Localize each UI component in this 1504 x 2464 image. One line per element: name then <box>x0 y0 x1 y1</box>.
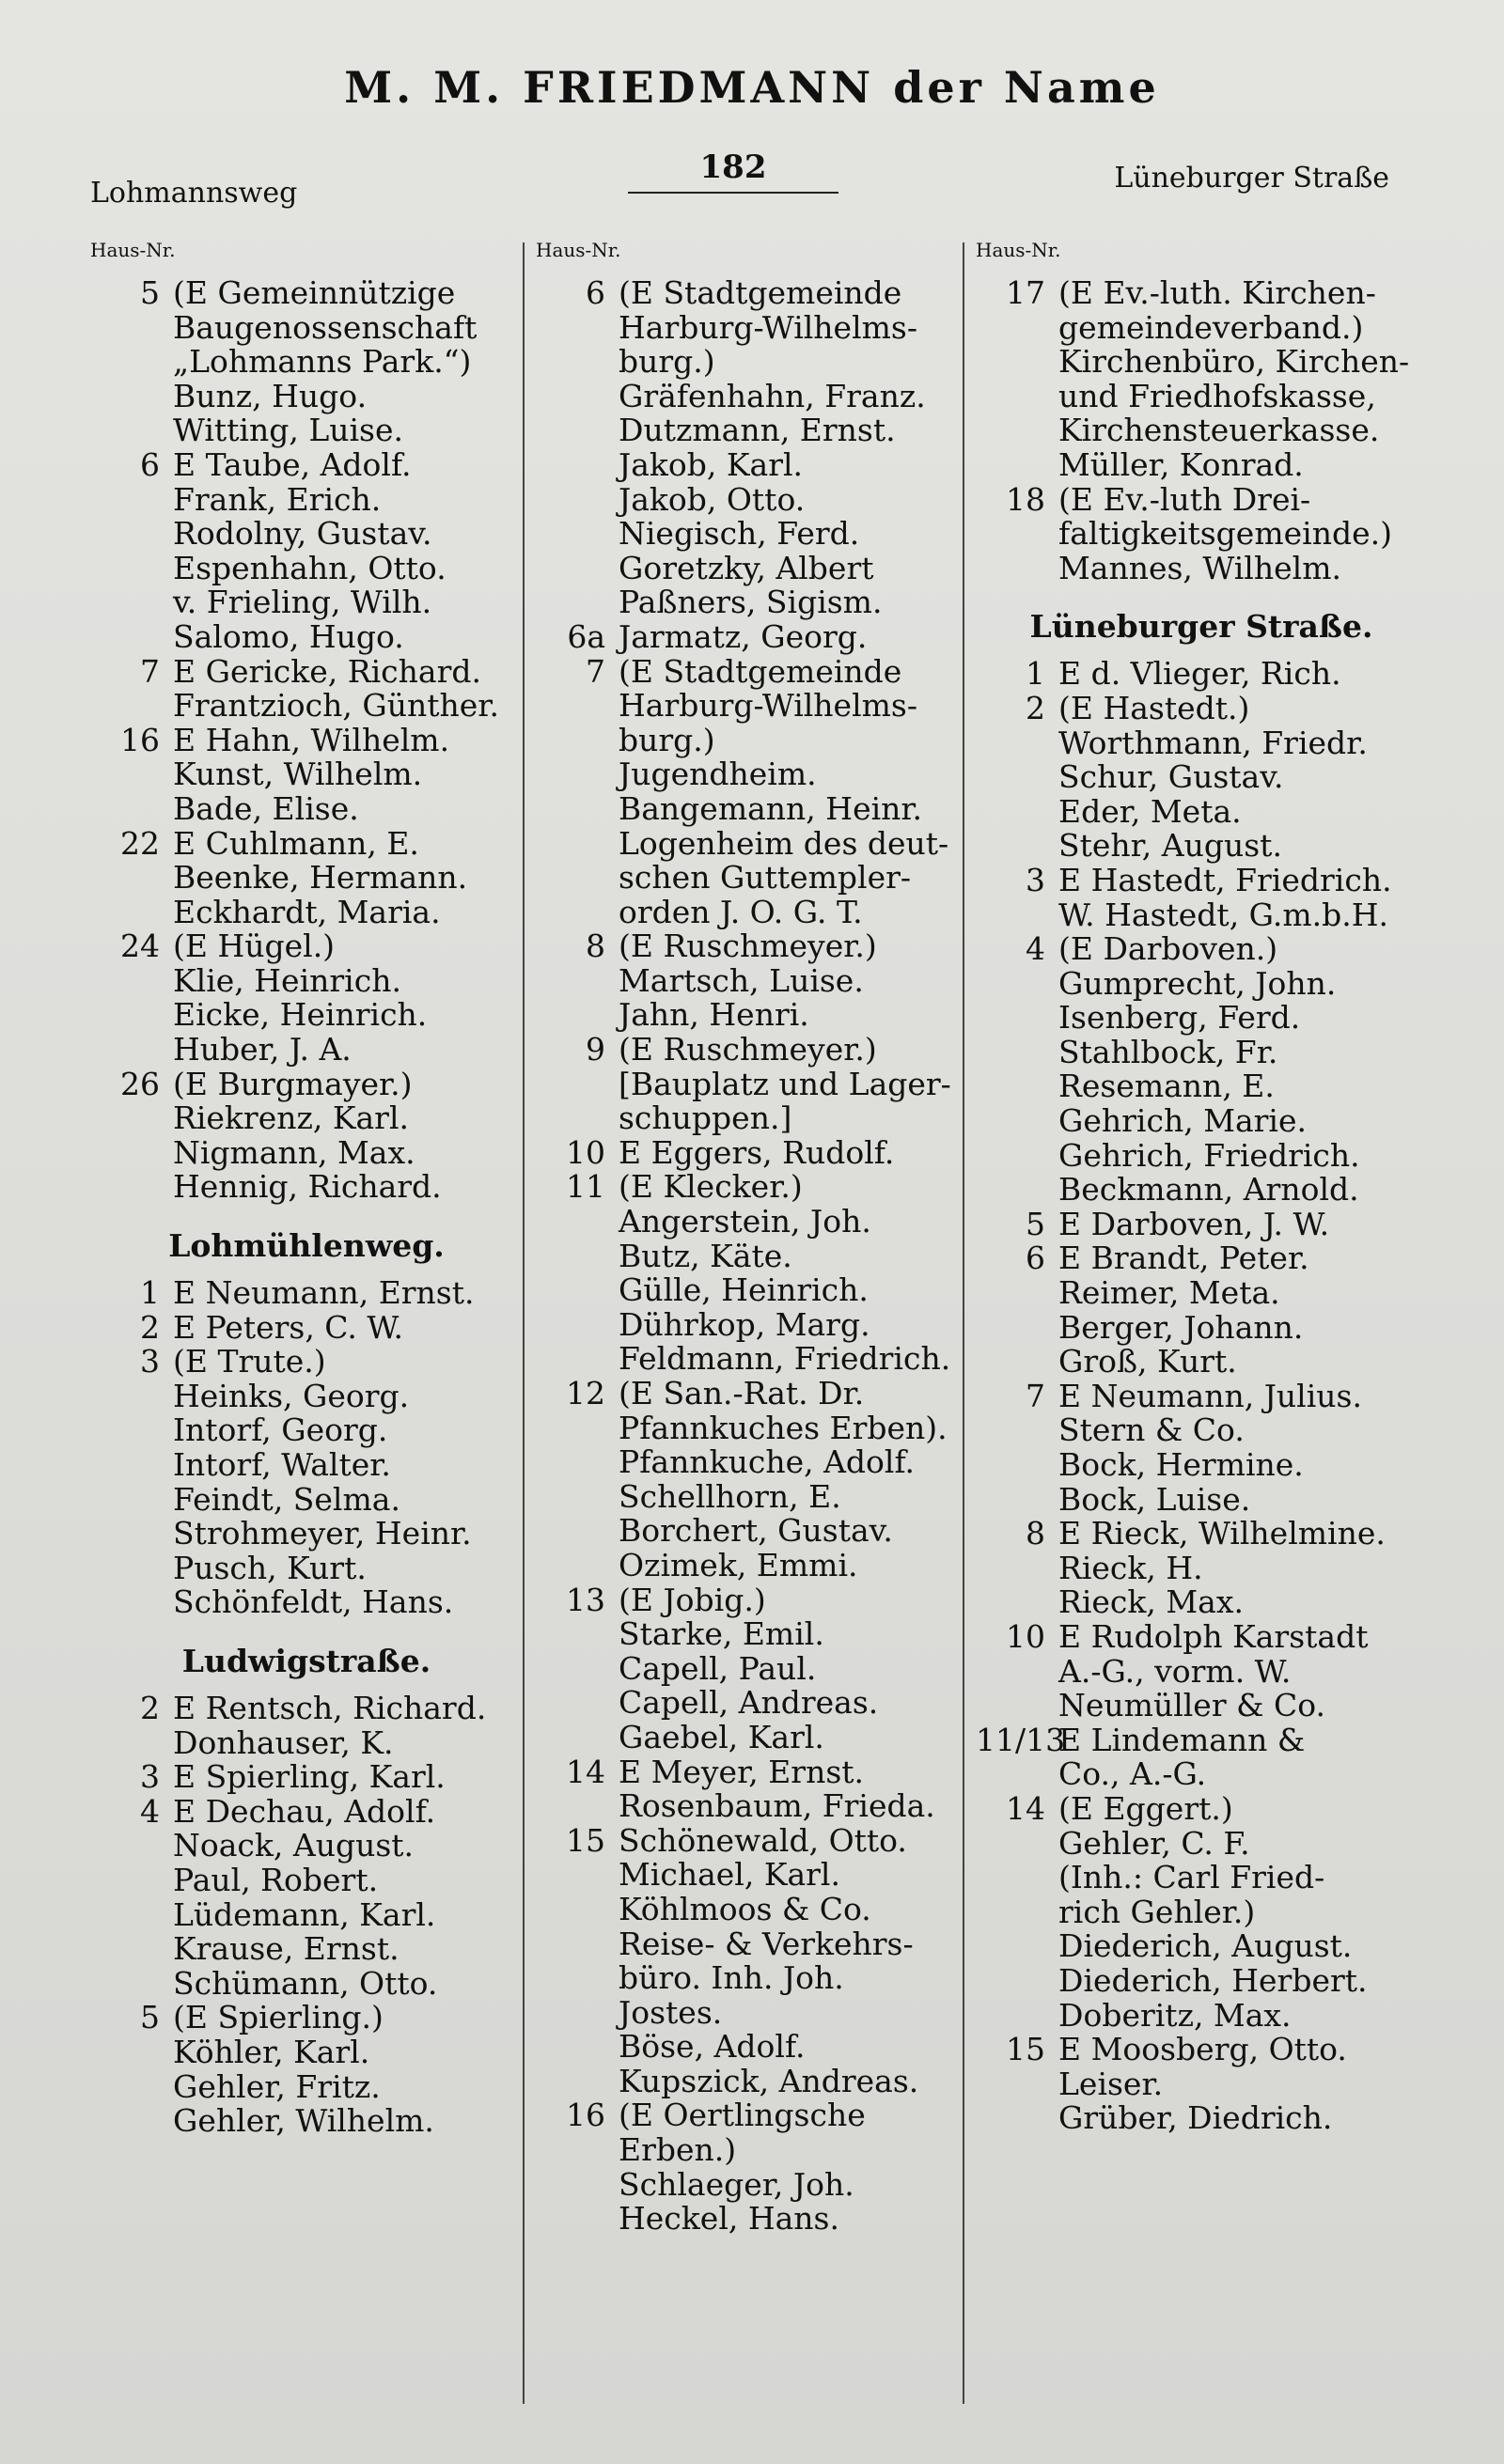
house-number: 18 <box>1006 480 1045 518</box>
resident-line: orden J. O. G. T. <box>619 893 863 930</box>
house-entry <box>90 276 523 448</box>
resident-line: Resemann, E. <box>1058 1068 1275 1105</box>
house-entry <box>90 1276 523 1311</box>
resident-line: (E Stadtgemeinde <box>619 274 902 311</box>
resident-line: Schönewald, Otto. <box>619 1821 907 1859</box>
house-entry <box>536 1170 970 1377</box>
resident-line: E Dechau, Adolf. <box>173 1792 436 1830</box>
resident-line: Erben.) <box>619 2131 737 2169</box>
resident-line: (E Oertlingsche <box>619 2097 866 2134</box>
house-number: 11 <box>566 1168 605 1206</box>
house-number: 4 <box>140 1792 160 1830</box>
resident-line: (E Hügel.) <box>173 928 336 965</box>
resident-line: E Spierling, Karl. <box>173 1758 446 1796</box>
resident-line: Espenhahn, Otto. <box>173 549 446 586</box>
resident-line: E Rieck, Wilhelmine. <box>1058 1515 1386 1552</box>
house-entry <box>536 1755 970 1824</box>
resident-line: Pfannkuche, Adolf. <box>619 1443 915 1481</box>
resident-line: Gehler, Wilhelm. <box>173 2102 434 2140</box>
street-heading: Lüneburger Straße. <box>1029 608 1373 646</box>
house-number: 1 <box>1026 655 1045 693</box>
resident-line: E Rentsch, Richard. <box>173 1689 487 1726</box>
house-number: 1 <box>140 1274 160 1312</box>
resident-line: Pfannkuches Erben). <box>619 1409 948 1446</box>
resident-line: Groß, Kurt. <box>1058 1343 1237 1380</box>
resident-line: Schümann, Otto. <box>173 1964 438 2002</box>
house-entry <box>536 929 970 1033</box>
resident-line: Bangemann, Heinr. <box>619 789 923 827</box>
house-number: 5 <box>1026 1205 1045 1242</box>
resident-line: Eder, Meta. <box>1058 792 1242 830</box>
resident-line: Krause, Ernst. <box>173 1930 400 1968</box>
resident-line: rich Gehler.) <box>1058 1893 1256 1930</box>
house-number-header: Haus-Nr. <box>976 239 1061 261</box>
resident-line: Lüdemann, Karl. <box>173 1895 436 1933</box>
house-entry <box>976 1377 1427 1518</box>
resident-line: Baugenossenschaft <box>173 308 478 346</box>
resident-line: Noack, August. <box>173 1827 415 1864</box>
resident-line: (E Ev.-luth. Kirchen- <box>1058 274 1376 311</box>
resident-line: E Moosberg, Otto. <box>1058 2031 1347 2068</box>
house-number: 24 <box>120 928 160 965</box>
resident-line: (E Ruschmeyer.) <box>619 1031 877 1068</box>
resident-line: schuppen.] <box>619 1099 792 1137</box>
resident-line: „Lohmanns Park.“) <box>173 343 472 381</box>
resident-line: W. Hastedt, G.m.b.H. <box>1058 896 1389 933</box>
resident-line: burg.) <box>619 721 715 758</box>
house-entry <box>90 2001 523 2138</box>
resident-line: (E San.-Rat. Dr. <box>619 1375 865 1411</box>
resident-line: Bock, Luise. <box>1058 1480 1251 1518</box>
resident-line: Heckel, Hans. <box>619 2200 839 2238</box>
house-entry <box>976 932 1427 1208</box>
resident-line: Köhler, Karl. <box>173 2033 370 2070</box>
house-entry <box>976 657 1427 692</box>
resident-line: E Lindemann & <box>1058 1721 1306 1758</box>
resident-line: Kirchensteuerkasse. <box>1058 412 1380 449</box>
house-entry <box>536 2098 970 2236</box>
resident-line: Jugendheim. <box>619 756 817 793</box>
house-number: 4 <box>1026 930 1045 968</box>
resident-line: (E Eggert.) <box>1058 1789 1233 1827</box>
house-entry <box>536 1583 970 1755</box>
resident-line: Schlaeger, Joh. <box>619 2165 854 2203</box>
house-number: 16 <box>566 2097 605 2134</box>
resident-line: Nigmann, Max. <box>173 1133 415 1171</box>
resident-line: Kirchenbüro, Kirchen- <box>1058 343 1410 381</box>
street-heading: Ludwigstraße. <box>181 1642 431 1679</box>
house-entry <box>976 1617 1427 1724</box>
resident-line: büro. Inh. Joh. <box>619 1959 844 1997</box>
resident-line: Jarmatz, Georg. <box>619 617 868 655</box>
resident-line: (E Burgmayer.) <box>173 1065 413 1102</box>
resident-line: (E Darboven.) <box>1058 930 1278 968</box>
house-number: 7 <box>1026 1377 1045 1414</box>
resident-line: Frantzioch, Günther. <box>173 687 499 725</box>
resident-line: Jakob, Otto. <box>619 480 806 518</box>
resident-line: Borchert, Gustav. <box>619 1512 893 1550</box>
resident-line: Schellhorn, E. <box>619 1477 841 1515</box>
house-number: 7 <box>586 652 605 690</box>
street-heading: Lohmühlenweg. <box>168 1227 445 1265</box>
resident-line: Heinks, Georg. <box>173 1377 410 1414</box>
resident-line: E d. Vlieger, Rich. <box>1058 655 1341 693</box>
house-number: 8 <box>1026 1515 1045 1552</box>
resident-line: Leiser. <box>1058 2065 1164 2102</box>
resident-line: Diederich, August. <box>1058 1927 1353 1965</box>
resident-line: Reise- & Verkehrs- <box>619 1925 914 1962</box>
house-entry <box>536 1033 970 1136</box>
house-entry <box>536 1821 970 2099</box>
house-entry <box>90 929 523 1067</box>
house-entry <box>536 1377 970 1583</box>
running-head-left: Lohmannsweg <box>90 177 298 210</box>
resident-line: E Brandt, Peter. <box>1058 1240 1309 1277</box>
resident-line: Gaebel, Karl. <box>619 1718 824 1755</box>
resident-line: Beckmann, Arnold. <box>1058 1171 1359 1209</box>
resident-line: Rodolny, Gustav. <box>173 515 432 553</box>
resident-line: Michael, Karl. <box>619 1856 840 1894</box>
house-number: 17 <box>1006 274 1045 311</box>
resident-line: Jakob, Karl. <box>619 445 804 483</box>
page-banner: M. M. FRIEDMANN der Name <box>344 62 1160 113</box>
house-entry <box>90 1308 523 1346</box>
resident-line: (E Hastedt.) <box>1058 689 1250 726</box>
resident-line: Reimer, Meta. <box>1058 1274 1280 1312</box>
resident-line: Jahn, Henri. <box>619 996 809 1034</box>
resident-line: v. Frieling, Wilh. <box>173 584 432 621</box>
resident-line: Böse, Adolf. <box>619 2028 806 2066</box>
house-number: 10 <box>566 1133 605 1171</box>
resident-line: schen Guttempler- <box>619 859 912 897</box>
resident-line: E Darboven, J. W. <box>1058 1205 1330 1242</box>
house-entry <box>90 1792 523 2002</box>
house-entry <box>976 2033 1427 2136</box>
resident-line: Harburg-Wilhelms- <box>619 687 918 725</box>
resident-line: (E Jobig.) <box>619 1581 766 1618</box>
resident-line: Stahlbock, Fr. <box>1058 1033 1278 1070</box>
resident-line: Ozimek, Emmi. <box>619 1546 858 1583</box>
resident-line: (E Gemeinnützige <box>173 274 456 311</box>
house-entry <box>90 1689 523 1761</box>
house-number: 9 <box>586 1031 605 1068</box>
house-entry <box>536 276 970 620</box>
house-number: 12 <box>566 1375 605 1411</box>
house-entry <box>90 721 523 827</box>
resident-line: Logenheim des deut- <box>619 824 949 862</box>
resident-line: Dührkop, Marg. <box>619 1305 870 1343</box>
resident-line: Bock, Hermine. <box>1058 1446 1304 1483</box>
house-number: 22 <box>120 824 160 862</box>
house-entry <box>90 824 523 930</box>
house-number: 2 <box>140 1689 160 1726</box>
resident-line: Niegisch, Ferd. <box>619 515 860 553</box>
resident-line: E Rudolph Karstadt <box>1058 1617 1369 1655</box>
resident-line: (E Trute.) <box>173 1343 326 1380</box>
resident-line: faltigkeitsgemeinde.) <box>1058 515 1392 553</box>
house-number: 6 <box>1026 1240 1045 1277</box>
resident-line: E Peters, C. W. <box>173 1308 404 1346</box>
resident-line: Doberitz, Max. <box>1058 1996 1292 2034</box>
resident-line: Intorf, Georg. <box>173 1411 388 1449</box>
resident-line: (E Klecker.) <box>619 1168 803 1206</box>
resident-line: Hennig, Richard. <box>173 1168 442 1206</box>
house-number: 14 <box>1006 1789 1045 1827</box>
column-2 <box>536 239 970 2237</box>
house-number: 5 <box>140 274 160 311</box>
house-number: 16 <box>120 721 160 758</box>
house-number: 6a <box>567 617 605 655</box>
resident-line: Gehrich, Marie. <box>1058 1102 1307 1140</box>
resident-line: E Eggers, Rudolf. <box>619 1133 895 1171</box>
resident-line: Capell, Andreas. <box>619 1684 879 1722</box>
resident-line: burg.) <box>619 343 715 381</box>
house-entry <box>976 1723 1427 1792</box>
resident-line: Capell, Paul. <box>619 1649 817 1687</box>
resident-line: E Taube, Adolf. <box>173 445 412 483</box>
resident-line: Salomo, Hugo. <box>173 617 404 655</box>
resident-line: (E Ruschmeyer.) <box>619 928 877 965</box>
resident-line: Pusch, Kurt. <box>173 1549 367 1586</box>
house-entry <box>976 1517 1427 1620</box>
resident-line: Müller, Konrad. <box>1058 445 1304 483</box>
resident-line: Gumprecht, John. <box>1058 964 1337 1002</box>
resident-line: Gräfenhahn, Franz. <box>619 377 926 414</box>
resident-line: Donhauser, K. <box>173 1723 394 1761</box>
resident-line: Kupszick, Andreas. <box>619 2062 919 2099</box>
resident-line: Paul, Robert. <box>173 1861 379 1898</box>
resident-line: [Bauplatz und Lager- <box>619 1065 951 1102</box>
house-entry <box>536 617 970 655</box>
house-entry <box>536 1133 970 1171</box>
house-entry <box>90 1760 523 1795</box>
resident-line: Köhlmoos & Co. <box>619 1890 871 1927</box>
resident-line: Butz, Käte. <box>619 1237 792 1274</box>
resident-line: Klie, Heinrich. <box>173 961 401 999</box>
house-number: 3 <box>140 1343 160 1380</box>
resident-line: E Neumann, Julius. <box>1058 1377 1362 1414</box>
house-entry <box>90 445 523 655</box>
house-number: 15 <box>1006 2031 1045 2068</box>
resident-line: Eckhardt, Maria. <box>173 893 441 930</box>
resident-line: Huber, J. A. <box>173 1031 352 1068</box>
resident-line: Grüber, Diedrich. <box>1058 2099 1333 2137</box>
resident-line: Goretzky, Albert <box>619 549 874 586</box>
house-entry <box>976 689 1427 865</box>
house-entry <box>976 861 1427 933</box>
resident-line: (E Spierling.) <box>173 1999 384 2036</box>
resident-line: Worthmann, Friedr. <box>1058 724 1368 761</box>
house-number: 2 <box>140 1308 160 1346</box>
resident-line: E Gericke, Richard. <box>173 652 481 690</box>
resident-line: Diederich, Herbert. <box>1058 1961 1368 1999</box>
house-number: 3 <box>1026 861 1045 898</box>
house-number: 10 <box>1006 1617 1045 1655</box>
house-entry <box>976 1241 1427 1379</box>
resident-line: Intorf, Walter. <box>173 1446 391 1483</box>
resident-line: Starke, Emil. <box>619 1615 824 1653</box>
house-entry <box>90 1345 523 1620</box>
column-3 <box>976 239 1427 2136</box>
resident-line: Neumüller & Co. <box>1058 1687 1325 1724</box>
resident-line: Angerstein, Joh. <box>619 1203 871 1240</box>
resident-line: Isenberg, Ferd. <box>1058 999 1301 1037</box>
resident-line: Co., A.-G. <box>1058 1755 1207 1793</box>
resident-line: (E Stadtgemeinde <box>619 652 902 690</box>
resident-line: Harburg-Wilhelms- <box>619 308 918 346</box>
house-number: 13 <box>566 1581 605 1618</box>
page-number: 182 <box>628 148 838 194</box>
resident-line: Kunst, Wilhelm. <box>173 756 423 793</box>
resident-line: Frank, Erich. <box>173 480 382 518</box>
house-number: 3 <box>140 1758 160 1796</box>
resident-line: Paßners, Sigism. <box>619 584 883 621</box>
house-number: 6 <box>140 445 160 483</box>
house-number: 5 <box>140 1999 160 2036</box>
house-entry <box>976 1205 1427 1242</box>
resident-line: E Hastedt, Friedrich. <box>1058 861 1392 898</box>
house-number: 26 <box>120 1065 160 1102</box>
house-entry <box>90 1065 523 1206</box>
house-number: 15 <box>566 1821 605 1859</box>
resident-line: Gehler, C. F. <box>1058 1824 1250 1862</box>
house-number-header: Haus-Nr. <box>90 239 176 261</box>
resident-line: Eicke, Heinrich. <box>173 996 428 1034</box>
house-entry <box>976 480 1427 586</box>
resident-line: Gehrich, Friedrich. <box>1058 1136 1360 1174</box>
house-number: 6 <box>586 274 605 311</box>
resident-line: Schur, Gustav. <box>1058 758 1284 796</box>
house-number: 2 <box>1026 689 1045 726</box>
house-entry <box>536 652 970 930</box>
resident-line: Feldmann, Friedrich. <box>619 1340 951 1378</box>
house-entry <box>976 276 1427 483</box>
resident-line: E Meyer, Ernst. <box>619 1753 865 1790</box>
resident-line: Bade, Elise. <box>173 789 359 827</box>
resident-line: Witting, Luise. <box>173 412 404 449</box>
resident-line: (E Ev.-luth Drei- <box>1058 480 1311 518</box>
resident-line: Gülle, Heinrich. <box>619 1271 869 1309</box>
resident-line: (Inh.: Carl Fried- <box>1058 1859 1325 1896</box>
resident-line: Stern & Co. <box>1058 1411 1245 1449</box>
resident-line: E Hahn, Wilhelm. <box>173 721 450 758</box>
resident-line: Stehr, August. <box>1058 827 1282 865</box>
resident-line: Rosenbaum, Frieda. <box>619 1787 935 1825</box>
resident-line: Martsch, Luise. <box>619 961 864 999</box>
column-divider <box>523 242 525 2404</box>
resident-line: Riekrenz, Karl. <box>173 1099 409 1137</box>
resident-line: Gehler, Fritz. <box>173 2067 381 2105</box>
resident-line: Schönfeldt, Hans. <box>173 1583 454 1621</box>
resident-line: E Neumann, Ernst. <box>173 1274 475 1312</box>
house-number-header: Haus-Nr. <box>536 239 621 261</box>
resident-line: Beenke, Hermann. <box>173 859 468 897</box>
house-number: 11/13 <box>976 1721 1066 1758</box>
resident-line: Rieck, H. <box>1058 1549 1203 1586</box>
resident-line: A.-G., vorm. W. <box>1058 1652 1292 1690</box>
resident-line: Jostes. <box>619 1993 723 2031</box>
column-1 <box>90 239 523 2139</box>
resident-line: Bunz, Hugo. <box>173 377 368 414</box>
resident-line: Strohmeyer, Heinr. <box>173 1515 472 1552</box>
resident-line: Dutzmann, Ernst. <box>619 412 896 449</box>
resident-line: E Cuhlmann, E. <box>173 824 419 862</box>
resident-line: Feindt, Selma. <box>173 1480 400 1518</box>
resident-line: Rieck, Max. <box>1058 1583 1244 1621</box>
resident-line: Mannes, Wilhelm. <box>1058 549 1341 586</box>
resident-line: gemeindeverband.) <box>1058 308 1364 346</box>
house-number: 7 <box>140 652 160 690</box>
house-number: 14 <box>566 1753 605 1790</box>
resident-line: und Friedhofskasse, <box>1058 377 1376 414</box>
house-entry <box>90 652 523 725</box>
house-number: 8 <box>586 928 605 965</box>
running-head-right: Lüneburger Straße <box>1114 162 1389 195</box>
house-entry <box>976 1789 1427 2034</box>
resident-line: Berger, Johann. <box>1058 1308 1304 1346</box>
